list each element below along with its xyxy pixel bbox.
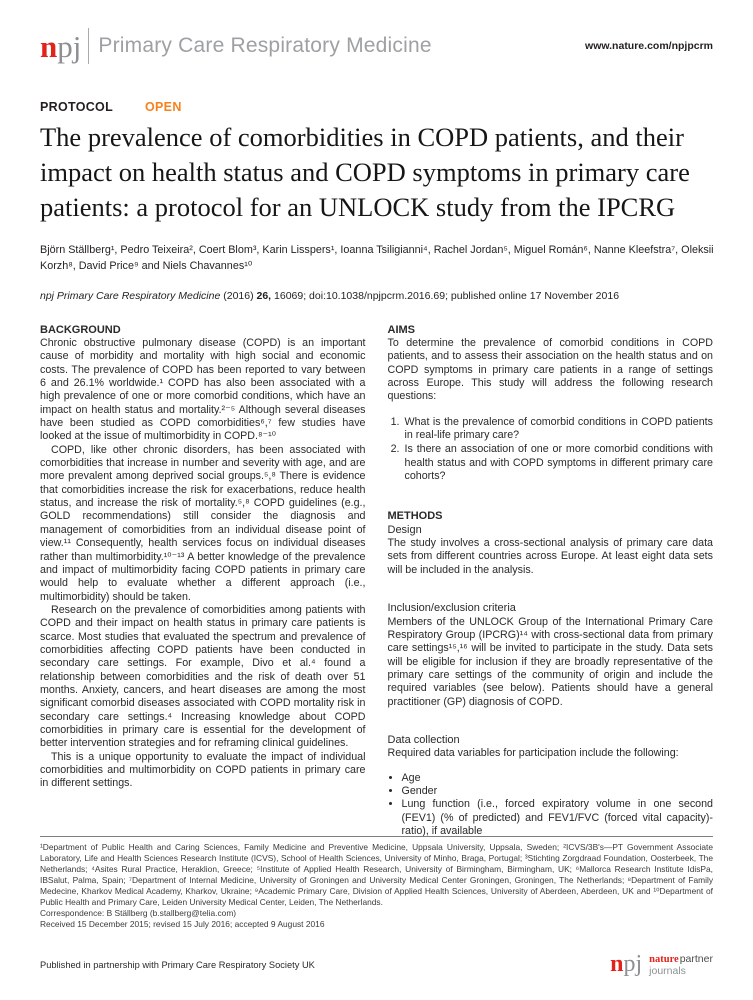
citation-volume: 26, bbox=[256, 289, 272, 302]
nature-partner-text bbox=[649, 952, 713, 976]
npj-logo-n: n bbox=[40, 28, 58, 64]
data-collection-intro: Required data variables for participation include the following: bbox=[387, 747, 679, 760]
required-variable: • Gender bbox=[402, 785, 714, 798]
npj-footer-wordmark bbox=[610, 952, 642, 976]
research-questions-list bbox=[388, 416, 714, 484]
npj-logo-pj: pj bbox=[57, 28, 82, 64]
article-type-label: PROTOCOL bbox=[40, 100, 114, 114]
npj-footer-pj: pj bbox=[623, 951, 643, 977]
required-variable: • Age bbox=[402, 772, 714, 785]
background-paragraph: COPD, like other chronic disorders, has been associated with comorbidities that increase in number and severity with age, and are more prevalent among deprived social groups.⁵,⁸ There is evidence that comorbidities increase the risk for exacerbations, reduce health status, and increase the risk of mortality.⁵,⁸ COPD guidelines (e.g., GOLD recommendations) still consider the diagnosis and management of comorbidities from an individual disease point of view.¹¹ Consequently, health services focus on individual diseases rather than multimorbidity.¹⁰⁻¹³ A better knowledge of the prevalence and impact of multimorbidity facing COPD patients in primary care would help to evaluate whether a different approach (i.e., multimorbidity) should be taken. bbox=[40, 443, 366, 603]
research-question: 1. What is the prevalence of comorbid conditions in COPD patients in real-life primary care? bbox=[403, 416, 714, 443]
citation-journal: npj Primary Care Respiratory Medicine bbox=[40, 289, 221, 302]
author-list: Björn Ställberg¹, Pedro Teixeira², Coert Blom³, Karin Lisspers¹, Ioanna Tsiligianni⁴, Rachel Jordan⁵, Miguel Román⁶, Nanne Kleefstra⁷, Oleksii Korzh⁸, David Price⁹ and Niels Chavannes¹⁰ bbox=[40, 244, 714, 272]
background-paragraph: Research on the prevalence of comorbidities among patients with COPD and their impact on health status in primary care patients is scarce. Most studies that evaluated the spectrum and prevalence of comorbidities affecting COPD patients have been conducted in secondary care settings. For example, Divo et al.⁴ found a relationship between comorbidities and the risk of death over 51 months. Anxiety, cancers, and heart diseases are among the most significant comorbid diseases associated with COPD mortality risk in secondary care settings.⁴ Increasing knowledge about COPD comorbidities in primary care is essential for the development of better intervention strategies and for reframing clinical guidelines. bbox=[40, 603, 366, 750]
nature-partner-journals-logo bbox=[610, 952, 713, 976]
required-variable: • Lung function (i.e., forced expiratory volume in one second (FEV1) (% of predicted) and FEV1/FVC (forced vital capacity)-ratio), if available bbox=[402, 798, 714, 838]
article-type-row bbox=[40, 100, 713, 114]
design-subheading: Design bbox=[387, 523, 422, 536]
background-paragraph: Chronic obstructive pulmonary disease (COPD) is an important cause of morbidity and mortality with high social and economic costs. The prevalence of COPD has been reported to vary between 6 and 26.1% worldwide.¹ COPD has also been associated with a high prevalence of one or more comorbid conditions, which have an impact on health status and mortality.²⁻⁵ Although several diseases have been studied as COPD comorbidities⁶,⁷ few studies have looked at the issue of multimorbidity in COPD.⁸⁻¹⁰ bbox=[40, 337, 366, 443]
right-column bbox=[388, 324, 714, 839]
aims-heading: AIMS bbox=[387, 323, 415, 336]
masthead bbox=[40, 0, 713, 64]
npj-journal-logo bbox=[40, 28, 432, 64]
required-variables-list bbox=[388, 772, 714, 839]
partnership-note: Published in partnership with Primary Care Respiratory Society UK bbox=[40, 960, 315, 970]
spacer bbox=[388, 484, 714, 496]
background-heading: BACKGROUND bbox=[40, 323, 121, 336]
left-column bbox=[40, 324, 366, 839]
aims-intro: To determine the prevalence of comorbid conditions in COPD patients, and to assess their association on the health status and on COPD symptoms in primary care patients in a range of settings across Europe. This study will address the following research questions: bbox=[387, 337, 713, 403]
journal-name: Primary Care Respiratory Medicine bbox=[98, 34, 432, 57]
footnote-block bbox=[40, 836, 713, 930]
partner-label: partner bbox=[679, 953, 713, 965]
logo-divider bbox=[88, 28, 89, 64]
article-title: The prevalence of comorbidities in COPD patients, and their impact on health status and COPD symptoms in primary care patients: a protocol for an UNLOCK study from the IPCRG bbox=[40, 122, 690, 223]
research-question: 2. Is there an association of one or more comorbid conditions with health status and with COPD symptoms in different primary care cohorts? bbox=[403, 443, 714, 483]
design-paragraph: The study involves a cross-sectional analysis of primary care data sets from different countries across Europe. At least eight data sets will be included in the analysis. bbox=[387, 537, 713, 576]
nature-label: nature bbox=[649, 954, 679, 965]
open-access-label: OPEN bbox=[145, 100, 182, 114]
journals-label: journals bbox=[649, 964, 686, 977]
npj-footer-n: n bbox=[610, 951, 624, 977]
background-paragraph: This is a unique opportunity to evaluate the impact of individual comorbidities and multimorbidity on COPD patients in primary care in different settings. bbox=[40, 750, 366, 790]
received-line: Received 15 December 2015; revised 15 July 2016; accepted 9 August 2016 bbox=[40, 919, 325, 929]
page-footer bbox=[40, 952, 713, 976]
affiliations-text: ¹Department of Public Health and Caring Sciences, Family Medicine and Preventive Medicine, Uppsala University, Uppsala, Sweden; ²ICVS/3B's—PT Government Associate Laboratory, Life and Health Sciences Research Institute (ICVS), School of Health Sciences, University of Minho, Braga, Portugal; ³Stichting Zorgdraad Foundation, Oosterbeek, The Netherlands; ⁴Asites Rural Practice, Heraklion, Greece; ⁵Institute of Applied Health Research, University of Birmingham, Birmingham, UK; ⁶Mallorca Research Institute IdisPa, IBSalut, Palma, Spain; ⁷Department of Internal Medicine, University of Groningen and University Medical Center Groningen, Groningen, The Netherlands; ⁸Department of Family Medecine, Kharkov Medical Academy, Kharkov, Ukraine; ⁹Academic Primary Care, Division of Applied Health Sciences, University of Aberdeen, Aberdeen, UK and ¹⁰Department of Public Health and Primary Care, Leiden University Medical Center, Leiden, The Netherlands. bbox=[40, 842, 713, 907]
article-body bbox=[40, 324, 713, 839]
correspondence-line: Correspondence: B Ställberg (b.stallberg@telia.com) bbox=[40, 908, 237, 918]
citation-rest: 16069; doi:10.1038/npjpcrm.2016.69; published online 17 November 2016 bbox=[271, 289, 620, 302]
inclusion-paragraph: Members of the UNLOCK Group of the International Primary Care Respiratory Group (IPCRG)¹⁴ with cross-sectional data from primary care settings¹⁵,¹⁶ will be invited to participate in the study. Data sets will be eligible for inclusion if they are broadly representative of the primary care settings of the community of origin and include the required variables (see below). Patients should have a general practitioner (GP) diagnosis of COPD. bbox=[387, 615, 713, 708]
citation-line bbox=[40, 290, 713, 302]
methods-heading: METHODS bbox=[387, 510, 443, 523]
journal-url-link[interactable]: www.nature.com/npjpcrm bbox=[585, 40, 713, 52]
npj-wordmark bbox=[40, 28, 82, 64]
data-collection-subheading: Data collection bbox=[387, 733, 460, 746]
inclusion-subheading: Inclusion/exclusion criteria bbox=[387, 602, 516, 615]
citation-year: (2016) bbox=[220, 289, 257, 302]
